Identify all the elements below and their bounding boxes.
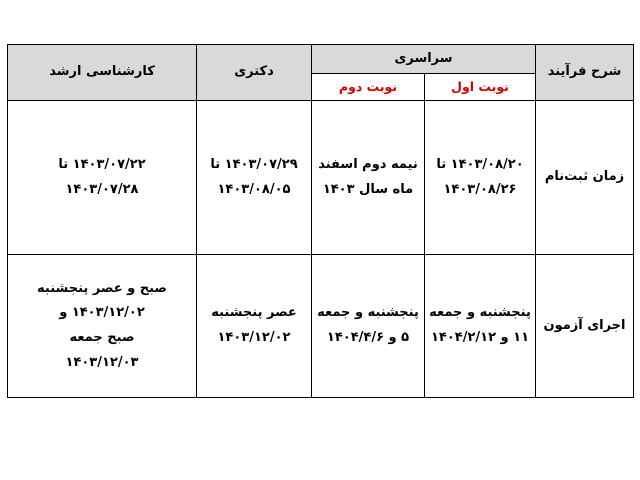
header-phd: دکتری xyxy=(197,45,312,101)
header-process: شرح فرآیند xyxy=(536,45,634,101)
cell-line: عصر پنجشنبه xyxy=(211,305,297,321)
cell-exam-phd xyxy=(197,255,312,398)
cell-exam-masters xyxy=(8,255,197,398)
header-nationwide: سراسری xyxy=(312,45,536,74)
header-first-turn: نوبت اول xyxy=(425,74,536,101)
cell-line: ۱۱ و ۱۴۰۴/۲/۱۲ xyxy=(430,330,530,345)
cell-line: ۱۴۰۳/۰۸/۲۰ تا xyxy=(436,156,524,172)
cell-registration-masters xyxy=(8,101,197,255)
exam-schedule-table xyxy=(7,44,634,398)
cell-line: صبح جمعه xyxy=(69,330,135,345)
cell-line: ۱۴۰۳/۰۸/۲۶ xyxy=(443,181,517,197)
header-second-turn: نوبت دوم xyxy=(312,74,425,101)
cell-line: ۱۴۰۳/۱۲/۰۳ xyxy=(65,354,139,370)
schedule-table-container xyxy=(7,44,633,398)
row-label-exam: اجرای آزمون xyxy=(536,255,634,398)
cell-exam-first-turn xyxy=(425,255,536,398)
cell-line: ۱۴۰۳/۰۸/۰۵ xyxy=(217,181,291,197)
cell-registration-second-turn xyxy=(312,101,425,255)
table-row xyxy=(8,255,634,398)
cell-line: پنجشنبه و جمعه xyxy=(429,305,531,321)
cell-registration-first-turn xyxy=(425,101,536,255)
cell-line: پنجشنبه و جمعه xyxy=(317,305,419,321)
cell-line: نیمه دوم اسفند xyxy=(318,156,418,172)
cell-registration-phd xyxy=(197,101,312,255)
header-masters: کارشناسی ارشد xyxy=(8,45,197,101)
row-label-registration: زمان ثبت‌نام xyxy=(536,101,634,255)
cell-line: ۱۴۰۳/۱۲/۰۲ و xyxy=(59,305,145,321)
cell-line: ۱۴۰۳/۱۲/۰۲ xyxy=(217,330,291,345)
cell-line: ۱۴۰۳/۰۷/۲۹ تا xyxy=(210,156,298,172)
cell-exam-second-turn xyxy=(312,255,425,398)
header-row xyxy=(8,45,634,74)
cell-line: ۱۴۰۳/۰۷/۲۸ xyxy=(65,181,139,197)
cell-line: صبح و عصر پنجشنبه xyxy=(37,280,167,296)
cell-line: ماه سال ۱۴۰۳ xyxy=(322,181,414,197)
cell-line: ۵ و ۱۴۰۴/۴/۶ xyxy=(326,330,410,345)
table-row xyxy=(8,101,634,255)
cell-line: ۱۴۰۳/۰۷/۲۲ تا xyxy=(58,156,146,172)
